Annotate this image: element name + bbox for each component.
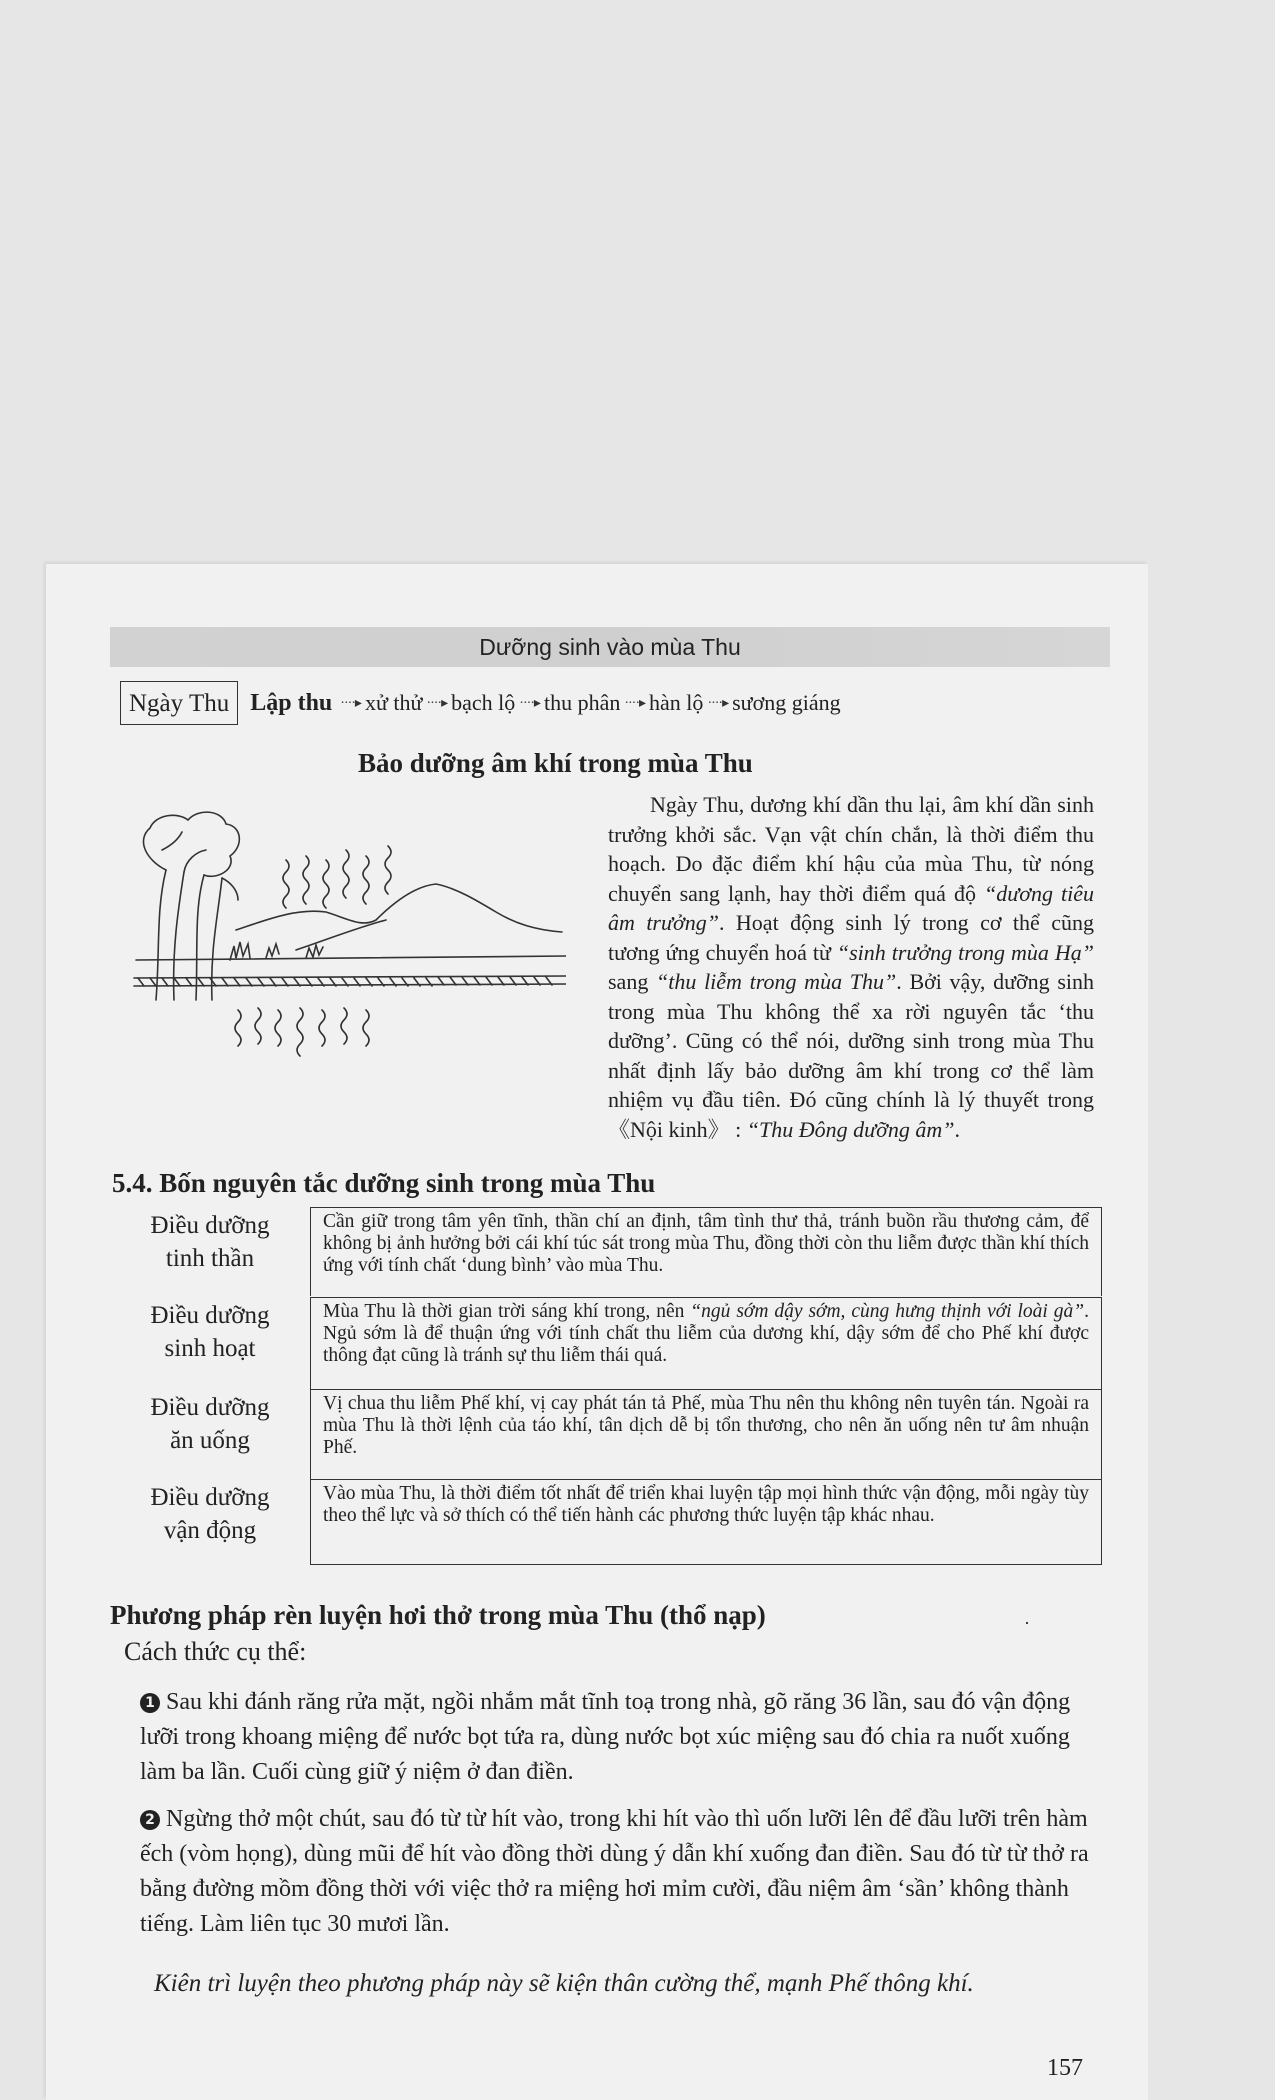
list-item (140, 1802, 1090, 1942)
principles-table (110, 1207, 1102, 1565)
arrow-icon: ····▸ (426, 695, 448, 711)
season-header (120, 680, 841, 726)
page-number: 157 (1047, 2055, 1083, 2081)
principle-row (110, 1207, 1102, 1297)
section-title: Dưỡng sinh vào mùa Thu (110, 627, 1110, 667)
solar-term: bạch lộ (451, 690, 516, 715)
solar-term: xử thử (364, 690, 423, 715)
solar-term: thu phân (543, 690, 621, 715)
steps-list (140, 1685, 1090, 1954)
season-label: Ngày Thu (120, 681, 238, 725)
principle-label: Điều dưỡng tinh thần (150, 1212, 270, 1272)
principle-label: Điều dưỡng ăn uống (150, 1394, 270, 1454)
arrow-icon: ····▸ (519, 695, 540, 711)
arrow-icon: ····▸ (707, 695, 729, 711)
step-text: Ngừng thở một chút, sau đó từ từ hít vào, trong khi hít vào thì uốn lưỡi lên để đầu lưỡi trên hàm ếch (vòm họng), dùng mũi để hít vào đồng thời dùng ý dẫn khí xuống đan điền. Sau đó từ từ thở ra bằng đường mồm đồng thời với việc thở ra miệng hơi mỉm cười, đầu niệm âm ‘sần’ không thành tiếng. Làm liên tục 30 mươi lần. (140, 1806, 1089, 1937)
principle-text: Mùa Thu là thời gian trời sáng khí trong, nên “ngủ sớm dậy sớm, cùng hưng thịnh với loài gà”. Ngủ sớm là để thuận ứng với tính chất thu liễm của dương khí, dậy sớm để cho Phế khí được thông đạt cũng là tránh sự thu liễm thái quá. (310, 1297, 1102, 1389)
stray-mark: · (1024, 1613, 1030, 1633)
principle-text: Cần giữ trong tâm yên tĩnh, thần chí an định, tâm tình thư thả, tránh buồn rầu thương cảm, để không bị ảnh hưởng bởi cái khí túc sát trong mùa Thu, đồng thời còn thu liễm được thần khí thích ứng với tính chất ‘dung bình’ vào mùa Thu. (310, 1207, 1102, 1296)
principle-label: Điều dưỡng vận động (150, 1484, 270, 1544)
breathing-heading: Phương pháp rèn luyện hơi thở trong mùa Thu (thổ nạp) (110, 1600, 766, 1630)
arrow-icon: ····▸ (624, 695, 646, 711)
principle-row (110, 1297, 1102, 1389)
principle-text: Vị chua thu liễm Phế khí, vị cay phát tán tả Phế, mùa Thu nên thu không nên tuyên tán. Ngoài ra mùa Thu là thời lệnh của táo khí, tân dịch dễ bị tổn thương, cho nên ăn uống nên tư âm nhuận Phế. (310, 1389, 1102, 1479)
principle-text: Vào mùa Thu, là thời điểm tốt nhất để triển khai luyện tập mọi hình thức vận động, mỗi ngày tùy theo thể lực và sở thích có thể tiến hành các phương thức luyện tập khác nhau. (310, 1479, 1102, 1565)
arrow-icon: ····▸ (340, 695, 361, 711)
solar-term: sương giáng (732, 690, 841, 715)
closing-note: Kiên trì luyện theo phương pháp này sẽ kiện thân cường thể, mạnh Phế thông khí. (154, 1970, 974, 1997)
step-text: Sau khi đánh răng rửa mặt, ngồi nhắm mắt tĩnh toạ trong nhà, gõ răng 36 lần, sau đó vận động lưỡi trong khoang miệng để nước bọt tứa ra, dùng nước bọt xúc miệng sau đó chia ra nuốt xuống làm ba lần. Cuối cùng giữ ý niệm ở đan điền. (140, 1689, 1071, 1785)
intro-paragraph: Ngày Thu, dương khí dần thu lại, âm khí dần sinh trưởng khởi sắc. Vạn vật chín chắn, là thời điểm thu hoạch. Do đặc điểm khí hậu của mùa Thu, từ nóng chuyển sang lạnh, hay thời điểm quá độ “dương tiêu âm trưởng”. Hoạt động sinh lý trong cơ thể cũng tương ứng chuyển hoá từ “sinh trưởng trong mùa Hạ” sang “thu liễm trong mùa Thu”. Bởi vậy, dưỡng sinh trong mùa Thu không thể xa rời nguyên tắc ‘thu dưỡng’. Cũng có thể nói, dưỡng sinh trong mùa Thu nhất định lấy bảo dưỡng âm khí trong cơ thể làm nhiệm vụ đầu tiên. Đó cũng chính là lý thuyết trong 《Nội kinh》 : “Thu Đông dưỡng âm”. (608, 792, 1095, 1142)
principle-label: Điều dưỡng sinh hoạt (150, 1302, 270, 1362)
autumn-landscape-illustration (126, 800, 566, 1090)
principle-row (110, 1389, 1102, 1479)
subsection-title: Bảo dưỡng âm khí trong mùa Thu (358, 748, 753, 778)
principles-heading: 5.4. Bốn nguyên tắc dưỡng sinh trong mùa Thu (112, 1168, 656, 1198)
solar-term: hàn lộ (649, 690, 704, 715)
principle-row (110, 1479, 1102, 1565)
step-number: 2 (140, 1810, 160, 1830)
list-item (140, 1685, 1090, 1790)
step-number: 1 (140, 1693, 160, 1713)
method-heading: Cách thức cụ thể: (124, 1637, 307, 1666)
solar-term: Lập thu (250, 689, 333, 716)
solar-terms (250, 690, 840, 717)
